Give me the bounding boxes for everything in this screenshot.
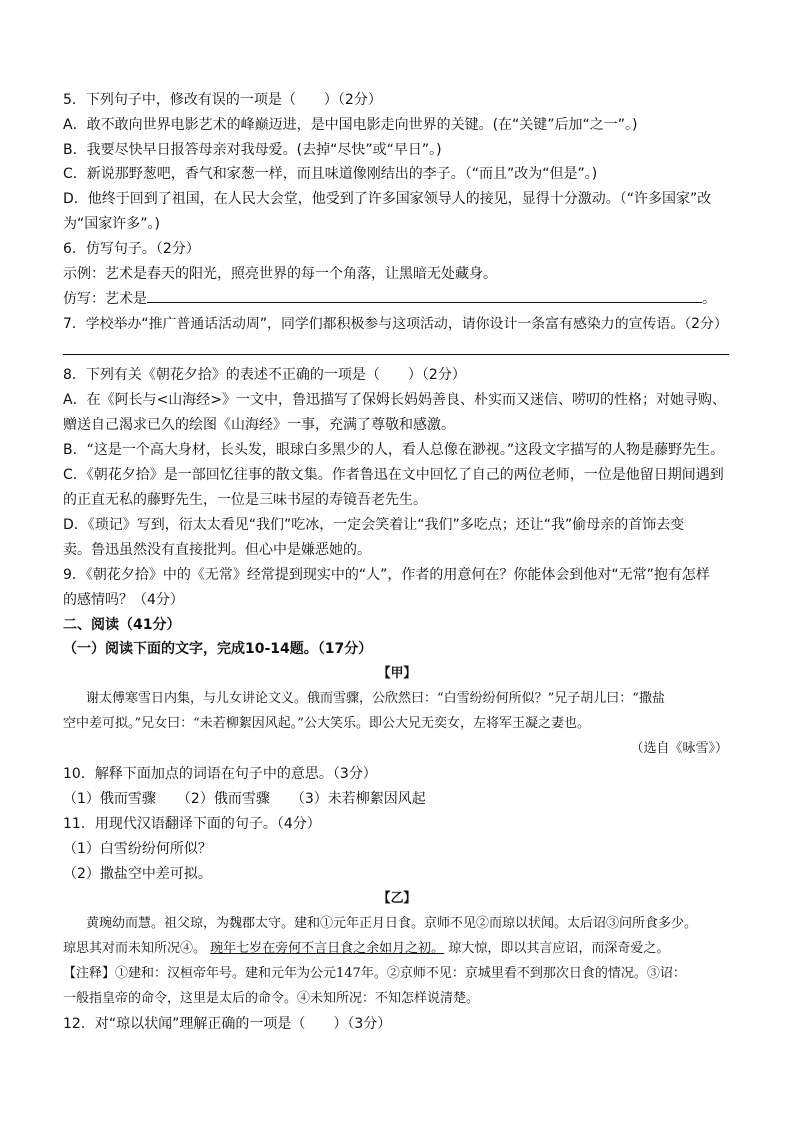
q5-option-d-line2: 为“国家许多”。) (63, 216, 160, 232)
passage-yi-line2-end: 琼大惊，即以其言应诏，而深奇爱之。 (448, 941, 670, 956)
passage-yi-line1: 黄琬幼而慧。祖父琼，为魏郡太守。建和①元年正月日食。京师不见②而琼以状闻。太后诏③问所食多少。 (86, 916, 698, 931)
q5-option-b: B．我要尽快早日报答母亲对我母爱。(去掉“尽快”或“早日”。) (63, 142, 442, 158)
section-2-subtitle: （一）阅读下面的文字，完成10-14题。（17分） (63, 641, 373, 657)
q12-stem: 12．对“琼以状闻”理解正确的一项是（ ）（3分） (63, 1016, 392, 1032)
passage-jia-line1: 谢太傅寒雪日内集，与儿女讲论文义。俄而雪骤，公欣然曰：“白雪纷纷何所似？”兄子胡儿曰：“撒盐 (86, 691, 665, 706)
q7-answer-line[interactable] (63, 354, 729, 355)
passage-yi-line2 (63, 940, 669, 958)
q8-option-a-line2: 赠送自己渴求已久的绘图《山海经》一事，充满了尊敬和感激。 (63, 417, 455, 433)
passage-yi-heading: 【乙】 (377, 891, 417, 906)
q11-item-2: （2）撒盐空中差可拟。 (63, 866, 212, 882)
q6-prompt: 仿写：艺术是 (63, 291, 147, 307)
q11-item-1: （1）白雪纷纷何所似？ (63, 841, 212, 857)
q5-stem: 5．下列句子中，修改有误的一项是（ ）（2分） (63, 92, 382, 108)
q10-stem: 10．解释下面加点的词语在句子中的意思。（3分） (63, 766, 377, 782)
q7-stem: 7．学校举办“推广普通话活动周”，同学们都积极参与这项活动，请你设计一条富有感染力的宣传语。（2分） (63, 316, 728, 332)
q9-line2: 的感情吗？（4分） (63, 592, 184, 608)
passage-jia-source: （选自《咏雪》） (630, 741, 728, 756)
q8-stem: 8．下列有关《朝花夕拾》的表述不正确的一项是（ ）（2分） (63, 367, 466, 383)
passage-yi-line2-start: 琼思其对而未知所况④。 (63, 941, 207, 956)
q6-end-mark: 。 (702, 291, 716, 307)
q10-items: （1）俄而雪骤 （2）俄而雪骤 （3）未若柳絮因风起 (63, 791, 426, 807)
q6-answer-line (63, 290, 716, 308)
section-2-title: 二、阅读（41分） (63, 617, 181, 633)
q6-example: 示例：艺术是春天的阳光，照亮世界的每一个角落，让黑暗无处藏身。 (63, 266, 497, 282)
passage-yi-underlined-sentence: 琬年七岁在旁何不言日食之余如月之初。 (210, 941, 445, 956)
q8-option-c-line2: 的正直无私的藤野先生，一位是三味书屋的寿镜吾老先生。 (63, 492, 427, 508)
q6-answer-blank[interactable] (147, 290, 702, 303)
q11-stem: 11．用现代汉语翻译下面的句子。（4分） (63, 816, 321, 832)
q8-option-d-line2: 卖。鲁迅虽然没有直接批判。但心中是嫌恶她的。 (63, 542, 371, 558)
passage-jia-line2: 空中差可拟。”兄女曰：“未若柳絮因风起。”公大笑乐。即公大兄无奕女，左将军王凝之妻也。 (63, 716, 590, 731)
passage-jia-heading: 【甲】 (377, 666, 417, 681)
passage-yi-note-line1: 【注释】①建和：汉桓帝年号。建和元年为公元147年。②京师不见：京城里看不到那次日食的情况。③诏： (63, 966, 686, 981)
q9-line1: 9．《朝花夕拾》中的《无常》经常提到现实中的“人”，作者的用意何在？你能体会到他对“无常”抱有怎样 (63, 567, 710, 583)
q8-option-d-line1: D．《琐记》写到，衍太太看见“我们”吃冰，一定会笑着让“我们”多吃点；还让“我”偷母亲的首饰去变 (63, 517, 685, 533)
passage-yi-note-line2: 一般指皇帝的命令，这里是太后的命令。④未知所况：不知怎样说清楚。 (63, 991, 480, 1006)
q5-option-c: C．新说那野葱吧，香气和家葱一样，而且味道像刚结出的李子。（“而且”改为“但是”。) (63, 166, 598, 182)
q6-stem: 6．仿写句子。（2分） (63, 241, 200, 257)
q8-option-b: B．“这是一个高大身材，长头发，眼球白多黑少的人，看人总像在渺视。”这段文字描写的人物是藤野先生。 (63, 442, 725, 458)
q5-option-d-line1: D．他终于回到了祖国，在人民大会堂，他受到了许多国家领导人的接见，显得十分激动。（“许多国家”改 (63, 191, 712, 207)
q8-option-c-line1: C．《朝花夕拾》是一部回忆往事的散文集。作者鲁迅在文中回忆了自己的两位老师，一位是他留日期间遇到 (63, 467, 724, 483)
q5-option-a: A．敢不敢向世界电影艺术的峰巅迈进，是中国电影走向世界的关键。(在“关键”后加“之一”。) (63, 117, 638, 133)
q8-option-a-line1: A．在《阿长与<山海经>》一文中，鲁迅描写了保姆长妈妈善良、朴实而又迷信、唠叨的性格；对她寻购、 (63, 392, 727, 408)
